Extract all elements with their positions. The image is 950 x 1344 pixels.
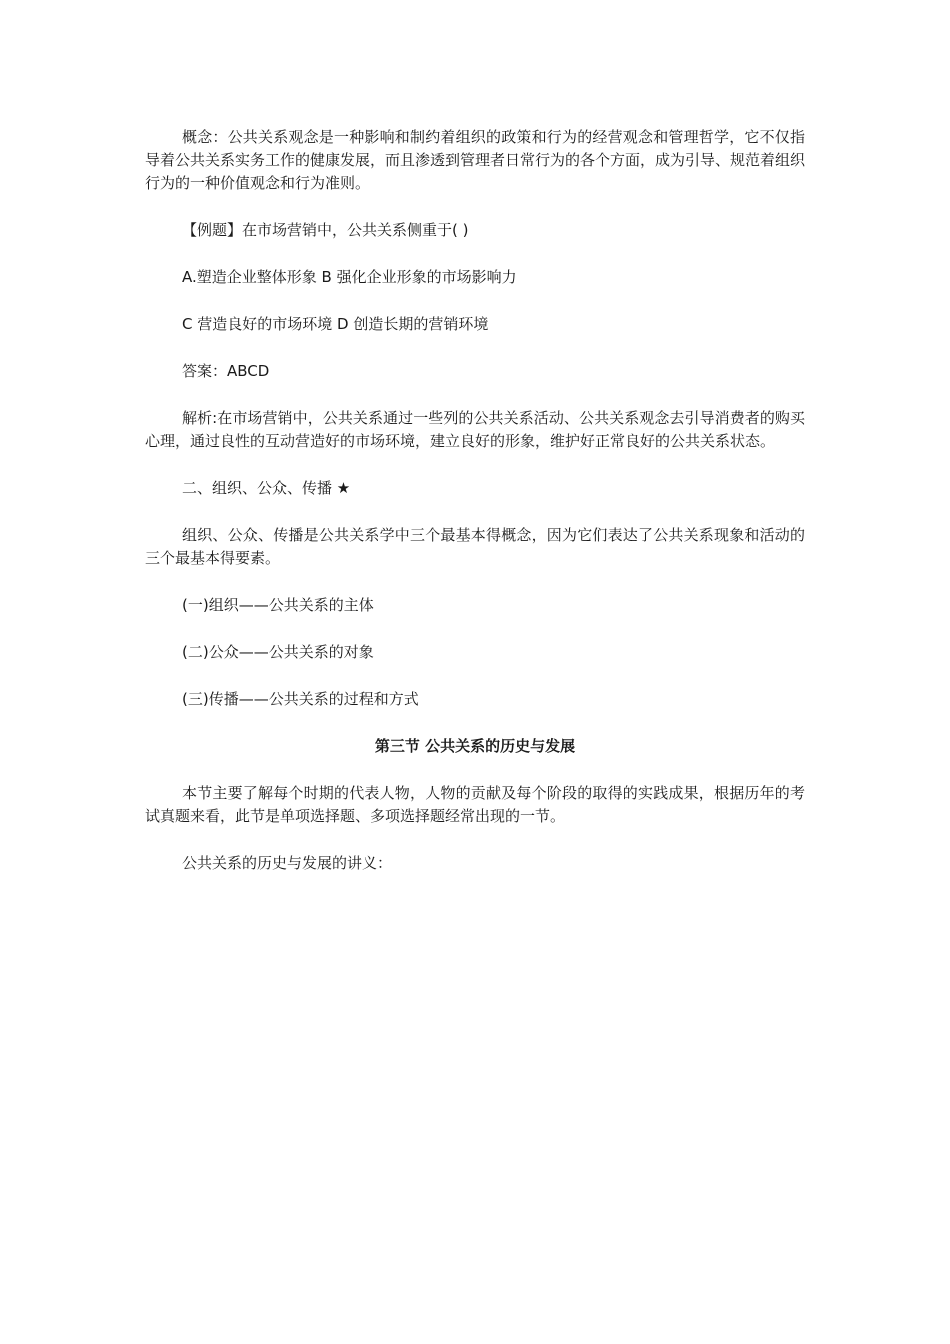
- example-question: 【例题】在市场营销中，公共关系侧重于( ): [182, 221, 469, 239]
- list-item-public: (二)公众——公共关系的对象: [182, 643, 374, 661]
- document-body: [145, 126, 805, 899]
- list-item-communication: (三)传播——公共关系的过程和方式: [182, 690, 419, 708]
- concept-paragraph: 概念：公共关系观念是一种影响和制约着组织的政策和行为的经营观念和管理哲学，它不仅指导着公共关系实务工作的健康发展，而且渗透到管理者日常行为的各个方面，成为引导、规范着组织行为的一种价值观念和行为准则。: [145, 128, 806, 192]
- options-c-d: C 营造良好的市场环境 D 创造长期的营销环境: [182, 315, 489, 333]
- handout-intro: 公共关系的历史与发展的讲义：: [182, 854, 393, 872]
- three-concepts-paragraph: 组织、公众、传播是公共关系学中三个最基本得概念，因为它们表达了公共关系现象和活动的三个最基本得要素。: [145, 526, 805, 567]
- answer-line: 答案：ABCD: [182, 362, 270, 380]
- section-intro-paragraph: 本节主要了解每个时期的代表人物，人物的贡献及每个阶段的取得的实践成果，根据历年的考试真题来看，此节是单项选择题、多项选择题经常出现的一节。: [145, 784, 805, 825]
- section-three-title: 第三节 公共关系的历史与发展: [374, 737, 576, 755]
- analysis-paragraph: 解析:在市场营销中，公共关系通过一些列的公共关系活动、公共关系观念去引导消费者的购买心理，通过良性的互动营造好的市场环境，建立良好的形象，维护好正常良好的公共关系状态。: [145, 409, 805, 450]
- options-a-b: A.塑造企业整体形象 B 强化企业形象的市场影响力: [182, 268, 517, 286]
- heading-organization-public-communication: 二、组织、公众、传播 ★: [182, 479, 351, 497]
- list-item-organization: (一)组织——公共关系的主体: [182, 596, 374, 614]
